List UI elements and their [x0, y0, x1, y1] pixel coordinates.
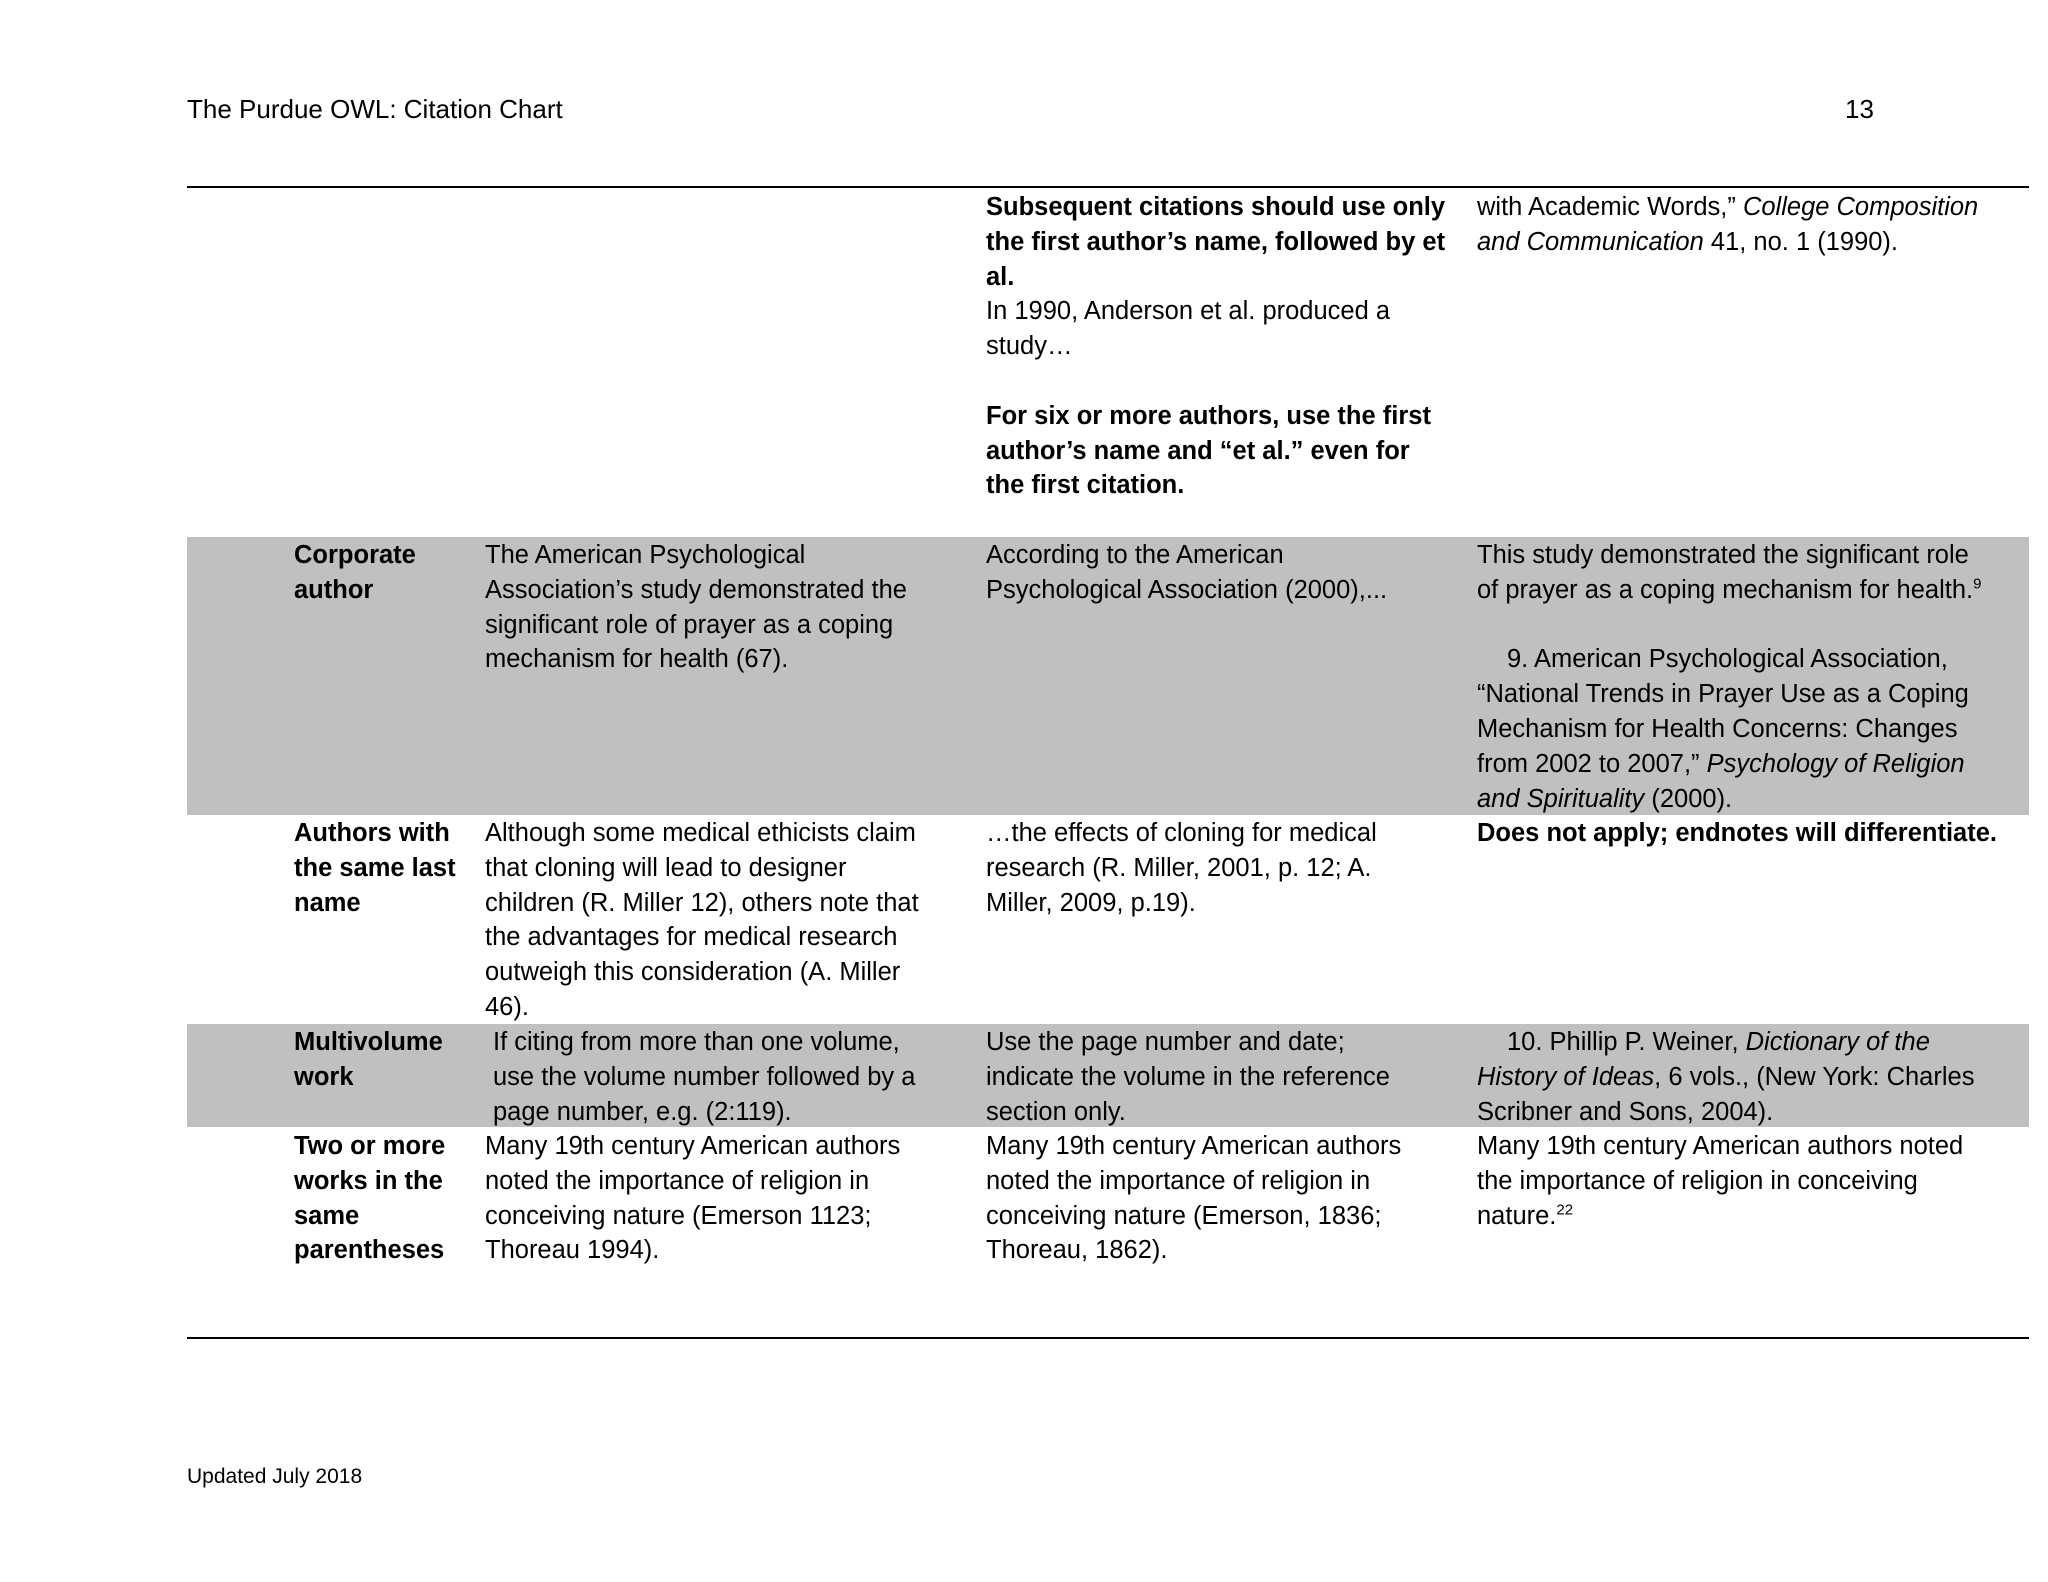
multivolume-label: Multivolume work — [294, 1028, 443, 1091]
continued-chicago-cell: with Academic Words,” College Composition and Communication 41, no. 1 (1990). — [1477, 193, 1979, 256]
apa-six-authors-rule: For six or more authors, use the first author’s name and “et al.” even for the first citation. — [986, 401, 1431, 500]
apa-subsequent-rule: Subsequent citations should use only the first author’s name, followed by et al. — [986, 193, 1446, 291]
same-last-name-mla-cell: Although some medical ethicists claim that cloning will lead to designer children (R. Miller 12), others note that the advantages for medical research outweigh this consideration (A. Miller 46). — [485, 819, 919, 1021]
same-last-name-apa-cell: …the effects of cloning for medical research (R. Miller, 2001, p. 12; A. Miller, 2009, p.19). — [986, 819, 1377, 917]
two-or-more-label: Two or more works in the same parentheses — [294, 1132, 446, 1265]
same-last-name-chicago-cell: Does not apply; endnotes will differentiate. — [1477, 819, 1997, 847]
two-or-more-apa-cell: Many 19th century American authors noted the importance of religion in conceiving nature (Emerson, 1836; Thoreau, 1862). — [986, 1132, 1402, 1265]
corporate-chicago-cell: This study demonstrated the significant role of prayer as a coping mechanism for health.$^9$ 9. American Psychological Association, “National Trends in Prayer Use as a Coping Mechanism for Health Concerns: Changes from 2002 to 2007,” Psychology of Religion and Spirituality (2000). — [1477, 541, 1982, 813]
table-top-rule — [187, 186, 2029, 188]
two-or-more-chicago-cell: Many 19th century American authors noted the importance of religion in conceiving nature.$^{22}$ — [1477, 1132, 1964, 1230]
multivolume-chicago-cell: 10. Phillip P. Weiner, Dictionary of the History of Ideas, 6 vols., (New York: Charles Scribner and Sons, 2004). — [1477, 1028, 1975, 1126]
footnote-marker: 9 — [1973, 575, 1982, 593]
same-last-name-label: Authors with the same last name — [294, 819, 456, 917]
two-or-more-mla-cell: Many 19th century American authors noted the importance of religion in conceiving nature (Emerson 1123; Thoreau 1994). — [485, 1132, 901, 1265]
corporate-apa-cell: According to the American Psychological Association (2000),... — [986, 541, 1388, 604]
footnote-marker: 22 — [1556, 1201, 1574, 1219]
continued-apa-cell — [986, 190, 1445, 503]
multivolume-mla-cell: If citing from more than one volume, use the volume number followed by a page number, e.g. (2:119). — [493, 1028, 916, 1126]
running-header-title: The Purdue OWL: Citation Chart — [187, 94, 563, 124]
multivolume-apa-cell: Use the page number and date; indicate the volume in the reference section only. — [986, 1028, 1390, 1126]
apa-example: In 1990, Anderson et al. produced a study… — [986, 297, 1391, 361]
corporate-label: Corporate author — [294, 541, 416, 604]
table-bottom-rule — [187, 1337, 2029, 1339]
footer-updated: Updated July 2018 — [187, 1465, 363, 1488]
corporate-mla-cell: The American Psychological Association’s study demonstrated the significant role of prayer as a coping mechanism for health (67). — [485, 541, 907, 674]
page-number: 13 — [1845, 94, 1874, 124]
